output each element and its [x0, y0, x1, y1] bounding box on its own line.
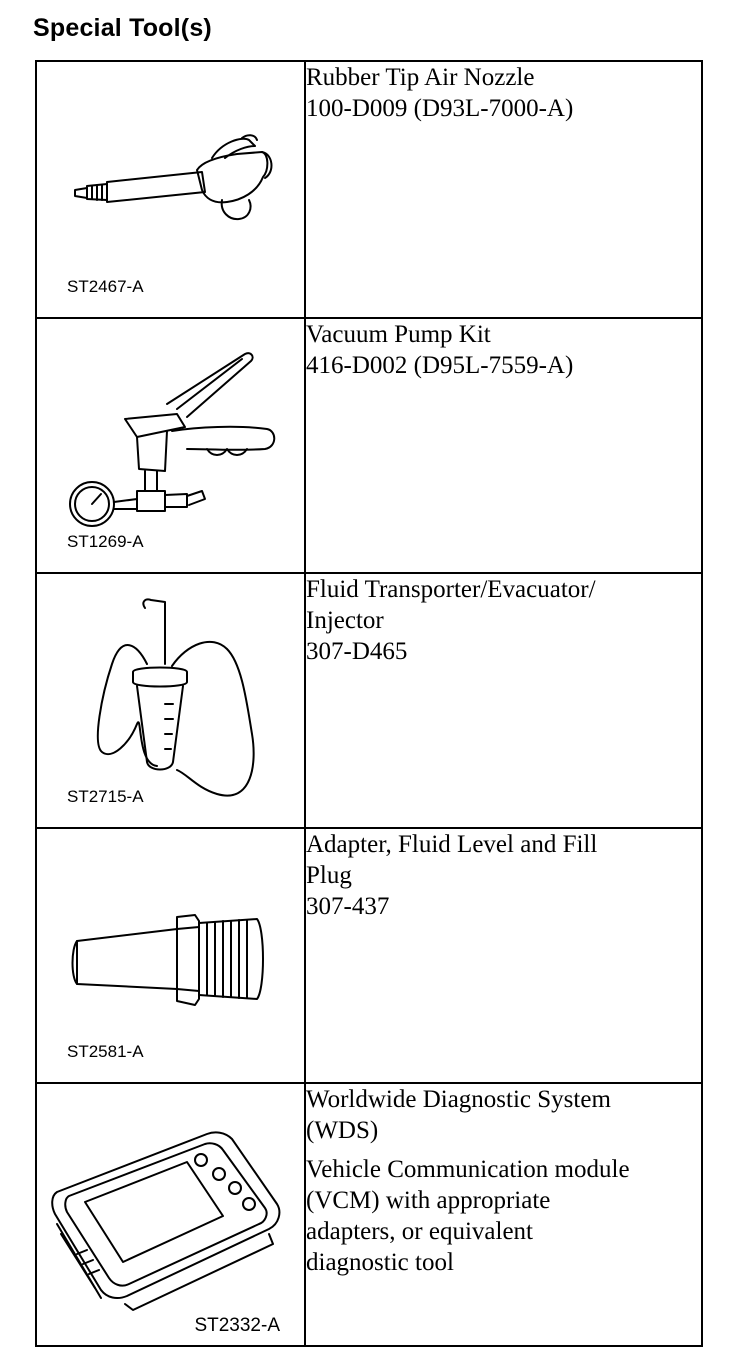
- tool-illustration-cell: [36, 318, 305, 573]
- tool-description-cell: [305, 318, 702, 573]
- tool-illustration-cell: [36, 1083, 305, 1346]
- tool-detail-line4: diagnostic tool: [306, 1249, 454, 1276]
- tool-description-cell: [305, 828, 702, 1083]
- tool-name: Vacuum Pump Kit: [306, 321, 491, 348]
- table-row: [36, 61, 702, 318]
- tool-description-cell: [305, 61, 702, 318]
- tool-illustration-cell: [36, 61, 305, 318]
- table-row: [36, 318, 702, 573]
- tool-number: 416-D002 (D95L-7559-A): [306, 352, 574, 379]
- tool-code: ST2715-A: [67, 787, 144, 806]
- tool-number: 307-D465: [306, 638, 408, 665]
- tool-name-line2: Plug: [306, 862, 352, 889]
- table-row: [36, 828, 702, 1083]
- tool-name-line1: Fluid Transporter/Evacuator/: [306, 576, 596, 603]
- tool-number: 100-D009 (D93L-7000-A): [306, 95, 574, 122]
- diagnostic-system-icon: [37, 1084, 304, 1345]
- tool-name: Rubber Tip Air Nozzle: [306, 64, 535, 91]
- page-title: Special Tool(s): [33, 14, 212, 42]
- tool-illustration-cell: [36, 828, 305, 1083]
- tool-code: ST2467-A: [67, 277, 144, 296]
- tool-name-line2: Injector: [306, 607, 384, 634]
- tool-code: ST1269-A: [67, 532, 144, 551]
- tool-detail-line1: Vehicle Communication module: [306, 1156, 630, 1183]
- tool-description-cell: [305, 1083, 702, 1346]
- table-row: [36, 1083, 702, 1346]
- tool-name-line1: Worldwide Diagnostic System: [306, 1086, 611, 1113]
- tool-number: 307-437: [306, 893, 390, 920]
- tool-code: ST2581-A: [67, 1042, 144, 1061]
- special-tools-table: [35, 60, 703, 1347]
- tool-description-cell: [305, 573, 702, 828]
- tool-code: ST2332-A: [194, 1315, 280, 1336]
- tool-detail-line2: (VCM) with appropriate: [306, 1187, 551, 1214]
- tool-name-line1: Adapter, Fluid Level and Fill: [306, 831, 598, 858]
- tool-name-line2: (WDS): [306, 1117, 379, 1144]
- tool-detail-line3: adapters, or equivalent: [306, 1218, 533, 1245]
- table-row: [36, 573, 702, 828]
- tool-illustration-cell: [36, 573, 305, 828]
